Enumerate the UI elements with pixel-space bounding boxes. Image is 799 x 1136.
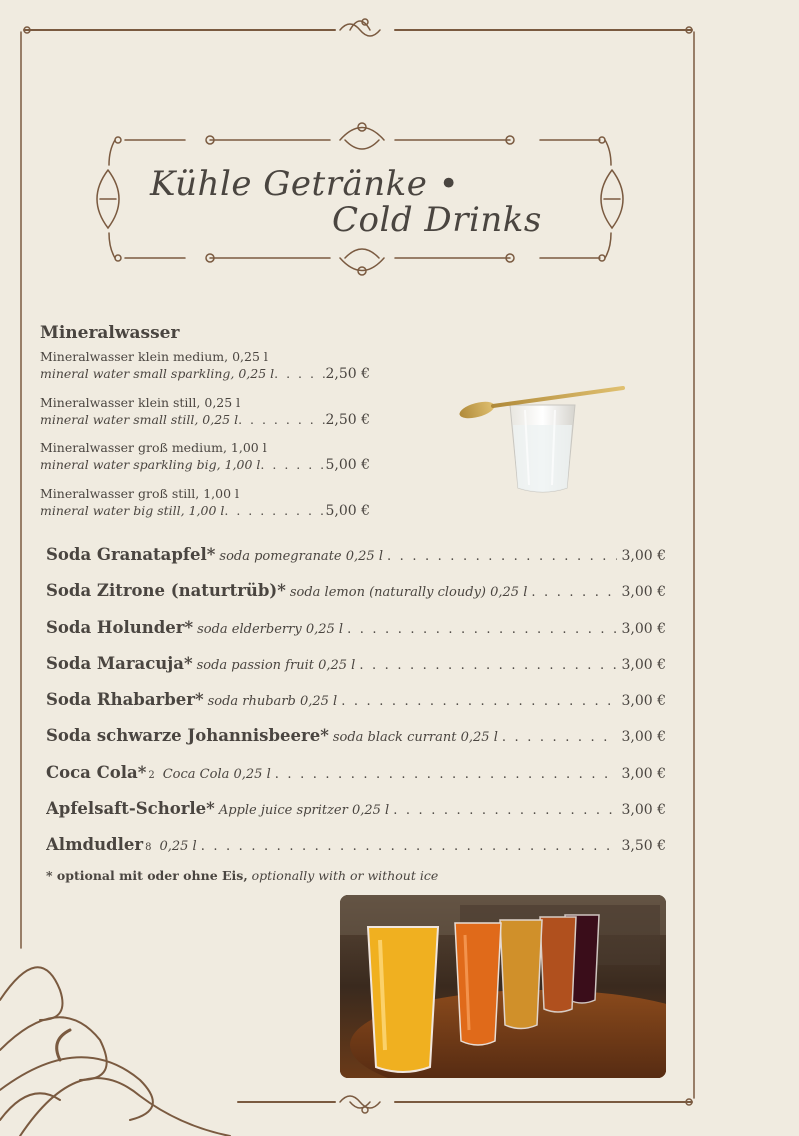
item-name-de: Coca Cola* <box>46 762 147 782</box>
list-item <box>46 799 666 835</box>
item-price: 3,00 € <box>621 656 666 673</box>
item-name-de: Mineralwasser klein medium, 0,25 l <box>40 349 268 364</box>
item-name-de: Mineralwasser groß medium, 1,00 l <box>40 440 267 455</box>
list-item <box>40 394 370 440</box>
item-name-de: Apfelsaft-Schorle* <box>46 799 215 819</box>
list-item <box>46 654 666 690</box>
item-name-en: soda lemon (naturally cloudy) 0,25 l <box>289 585 528 601</box>
leader-dots <box>201 839 618 854</box>
item-price: 3,00 € <box>621 693 666 710</box>
item-price: 3,00 € <box>621 548 666 564</box>
item-name-de: Soda schwarze Johannisbeere* <box>46 726 329 746</box>
soda-list <box>46 545 666 872</box>
list-item <box>40 348 370 394</box>
item-name-en: soda elderberry 0,25 l <box>197 621 344 637</box>
menu-title <box>150 160 590 250</box>
leader-dots <box>238 411 325 428</box>
list-item <box>46 726 666 762</box>
item-price: 3,00 € <box>621 802 666 819</box>
item-name-de: Almdudler <box>46 835 144 855</box>
item-name-de: Mineralwasser groß still, 1,00 l <box>40 485 240 501</box>
list-item <box>46 690 666 726</box>
item-price: 5,00 € <box>325 502 370 519</box>
leader-dots <box>260 456 325 473</box>
item-name-en: mineral water sparkling big, 1,00 l <box>40 457 261 472</box>
item-price: 3,00 € <box>621 584 666 601</box>
leader-dots <box>387 549 617 564</box>
item-name-en: Coca Cola 0,25 l <box>162 766 271 782</box>
item-price: 5,00 € <box>325 457 370 473</box>
item-name-en: soda rhubarb 0,25 l <box>207 694 338 710</box>
item-price: 3,00 € <box>621 620 666 637</box>
title-english: Cold Drinks <box>332 200 542 240</box>
item-name-en: soda pomegranate 0,25 l <box>219 549 383 564</box>
item-price: 3,00 € <box>621 765 666 782</box>
footnote-de: * optional mit oder ohne Eis, <box>46 868 248 883</box>
leader-dots <box>274 365 325 382</box>
item-name-en: Apple juice spritzer 0,25 l <box>218 803 390 819</box>
water-glass-image <box>455 380 630 500</box>
drinks-photo <box>340 895 666 1078</box>
list-item <box>46 545 666 581</box>
item-name-en: soda passion fruit 0,25 l <box>196 657 356 673</box>
item-name-en: mineral water small still, 0,25 l <box>40 411 239 427</box>
item-name-en: mineral water big still, 1,00 l <box>40 502 225 518</box>
item-name-de: Mineralwasser klein still, 0,25 l <box>40 394 241 410</box>
item-name-de: Soda Rhabarber* <box>46 690 204 710</box>
leader-dots <box>341 694 617 709</box>
list-item <box>46 581 666 617</box>
item-name-de: Soda Granatapfel* <box>46 545 216 564</box>
item-price: 2,50 € <box>325 366 370 382</box>
item-name-de: Soda Maracuja* <box>46 653 193 673</box>
item-name-de: Soda Zitrone (naturtrüb)* <box>46 581 286 601</box>
list-item <box>40 485 370 531</box>
list-item <box>46 763 666 799</box>
list-item <box>40 439 370 485</box>
leader-dots <box>502 730 618 745</box>
footnote <box>46 868 438 883</box>
leader-dots <box>347 622 617 637</box>
allergen-note: 8 <box>145 842 152 854</box>
leader-dots <box>275 767 618 782</box>
item-name-de: Soda Holunder* <box>46 617 194 637</box>
mineral-water-list <box>40 348 370 530</box>
leader-dots <box>393 803 617 818</box>
allergen-note: 2 <box>148 769 155 781</box>
item-price: 3,00 € <box>621 729 666 746</box>
leader-dots <box>359 658 617 673</box>
item-name-en: 0,25 l <box>159 839 197 855</box>
leader-dots <box>224 502 325 519</box>
item-name-en: soda black currant 0,25 l <box>332 730 498 746</box>
item-price: 3,50 € <box>621 838 666 855</box>
list-item <box>46 618 666 654</box>
leader-dots <box>531 585 617 600</box>
item-price: 2,50 € <box>325 411 370 428</box>
footnote-en: optionally with or without ice <box>251 868 439 883</box>
item-name-en: mineral water small sparkling, 0,25 l <box>40 366 275 381</box>
section-heading-mineral: Mineralwasser <box>40 323 180 343</box>
list-item <box>46 835 666 871</box>
title-german: Kühle Getränke • <box>150 164 460 204</box>
